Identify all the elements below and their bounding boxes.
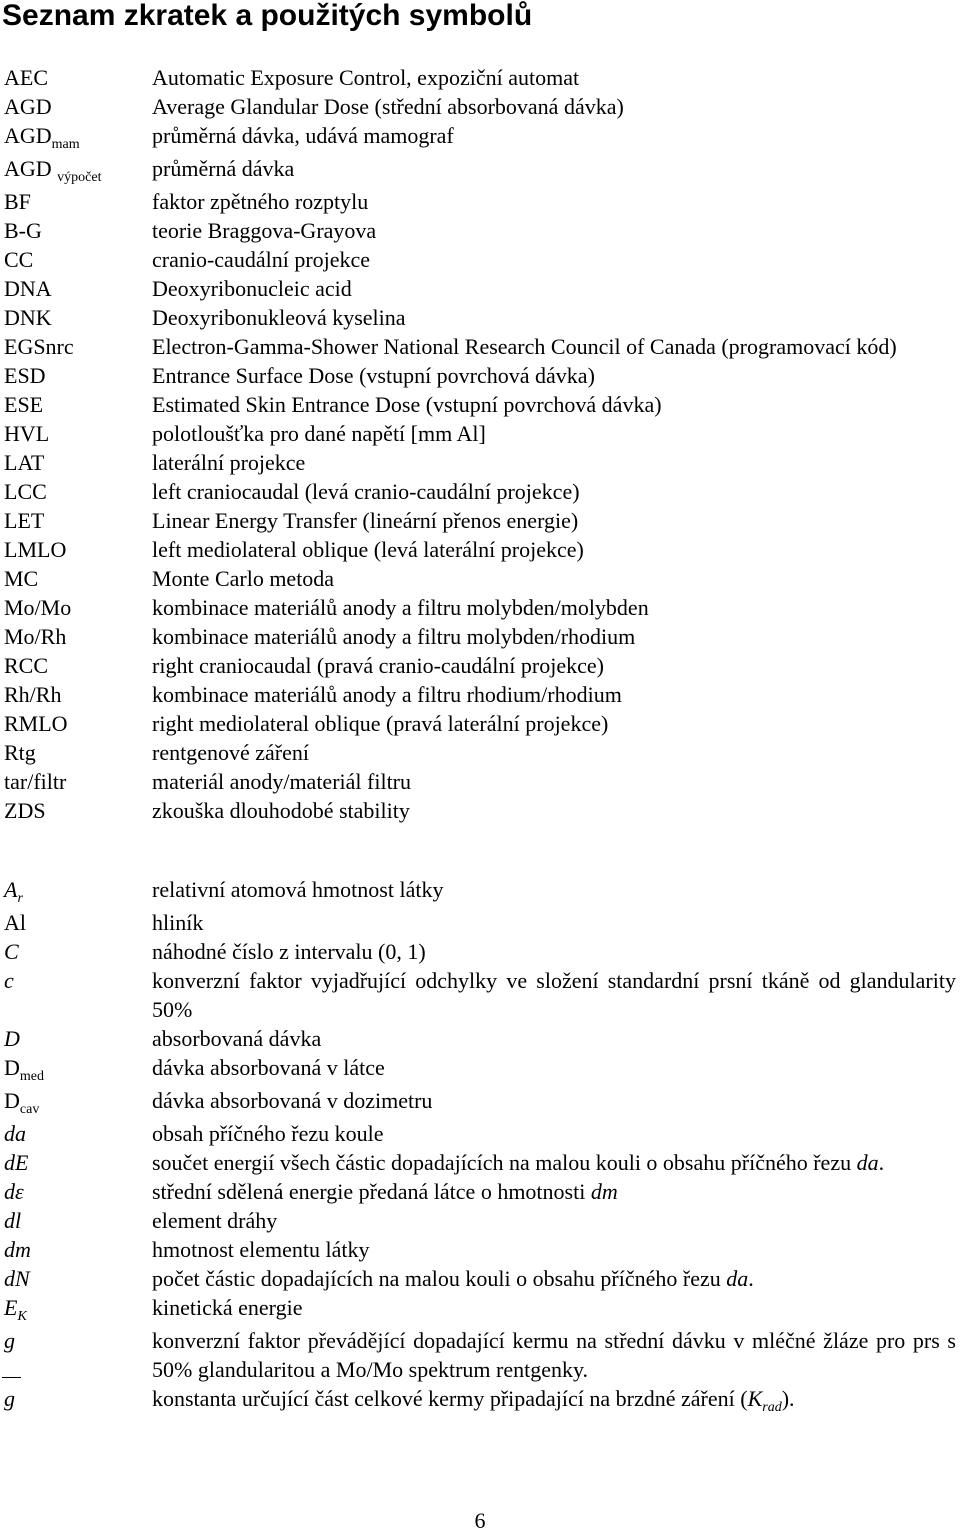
- definition-cell: [152, 622, 956, 651]
- symbol-row: [0, 1086, 960, 1119]
- definition-cell: [152, 564, 956, 593]
- term-cell: [0, 1148, 152, 1177]
- definition-text: Average Glandular Dose (střední absorbovaná dávka): [152, 94, 624, 119]
- definition-cell: [152, 245, 956, 274]
- symbol-row: [0, 908, 960, 937]
- definition-text: počet částic dopadajících na malou kouli o obsahu příčného řezu: [152, 1266, 727, 1291]
- abbreviation-row: [0, 651, 960, 680]
- definition-cell: [152, 1086, 956, 1119]
- term-text: dE: [4, 1150, 29, 1175]
- definition-cell: [152, 419, 956, 448]
- definition-text: kombinace materiálů anody a filtru molybden/rhodium: [152, 624, 636, 649]
- symbol-row: [0, 1053, 960, 1086]
- term-text: HVL: [4, 421, 50, 446]
- abbreviation-row: [0, 564, 960, 593]
- term-text: tar/filtr: [4, 769, 67, 794]
- definition-text: cranio-caudální projekce: [152, 247, 371, 272]
- term-subscript: r: [17, 891, 23, 906]
- term-text: AGD: [4, 94, 52, 119]
- definition-cell: [152, 332, 956, 361]
- definition-text: kombinace materiálů anody a filtru molybden/molybden: [152, 595, 649, 620]
- symbol-row: [0, 1384, 960, 1417]
- term-cell: [0, 245, 152, 274]
- term-cell: [0, 361, 152, 390]
- definition-cell: [152, 1293, 956, 1326]
- definition-cell: [152, 448, 956, 477]
- definition-text: hmotnost elementu látky: [152, 1237, 370, 1262]
- term-cell: [0, 767, 152, 796]
- term-cell: [0, 651, 152, 680]
- definition-text: faktor zpětného rozptylu: [152, 189, 369, 214]
- symbol-row: [0, 1177, 960, 1206]
- term-text: D: [4, 1088, 20, 1113]
- term-text: ESE: [4, 392, 44, 417]
- term-text: Mo/Rh: [4, 624, 67, 649]
- definition-cell: [152, 875, 956, 908]
- term-cell: [0, 477, 152, 506]
- term-text: dε: [4, 1179, 24, 1204]
- definition-text: laterální projekce: [152, 450, 306, 475]
- term-cell: [0, 274, 152, 303]
- abbreviation-row: [0, 709, 960, 738]
- definition-cell: [152, 361, 956, 390]
- definition-text: součet energií všech částic dopadajících na malou kouli o obsahu příčného řezu: [152, 1150, 857, 1175]
- definition-cell: [152, 92, 956, 121]
- term-text: LAT: [4, 450, 45, 475]
- definition-cell: [152, 1177, 956, 1206]
- definition-text: dávka absorbovaná v dozimetru: [152, 1088, 433, 1113]
- term-cell: [0, 1384, 152, 1417]
- abbreviation-row: [0, 767, 960, 796]
- abbreviation-row: [0, 274, 960, 303]
- term-cell: [0, 875, 152, 908]
- term-text: B-G: [4, 218, 42, 243]
- symbol-row: [0, 1235, 960, 1264]
- definition-text: teorie Braggova-Grayova: [152, 218, 377, 243]
- term-cell: [0, 937, 152, 966]
- term-cell: [0, 1206, 152, 1235]
- definition-text: střední sdělená energie předaná látce o hmotnosti: [152, 1179, 591, 1204]
- term-text: AGD: [4, 156, 58, 181]
- definition-text: left mediolateral oblique (levá laterální projekce): [152, 537, 584, 562]
- term-cell: [0, 390, 152, 419]
- abbreviation-row: [0, 535, 960, 564]
- term-text: C: [4, 939, 19, 964]
- term-cell: [0, 1024, 152, 1053]
- symbol-row: [0, 1148, 960, 1177]
- definition-text: Entrance Surface Dose (vstupní povrchová dávka): [152, 363, 595, 388]
- definition-text: right craniocaudal (pravá cranio-caudální projekce): [152, 653, 604, 678]
- definition-tail: .: [878, 1150, 885, 1175]
- term-subscript: mam: [51, 137, 80, 152]
- definition-text: kinetická energie: [152, 1295, 303, 1320]
- definition-symbol: da: [726, 1266, 749, 1291]
- term-subscript: K: [17, 1309, 27, 1324]
- term-text: AGD: [4, 123, 52, 148]
- symbol-row: [0, 1293, 960, 1326]
- abbreviation-row: [0, 361, 960, 390]
- definition-cell: [152, 651, 956, 680]
- definition-tail: .: [748, 1266, 754, 1291]
- term-text: dm: [4, 1237, 31, 1262]
- abbreviation-row: [0, 245, 960, 274]
- definition-tail: ).: [781, 1386, 795, 1411]
- term-cell: [0, 1293, 152, 1326]
- abbreviation-row: [0, 680, 960, 709]
- term-cell: [0, 966, 152, 1024]
- term-subscript: výpočet: [57, 170, 102, 185]
- abbreviation-row: [0, 187, 960, 216]
- definition-symbol: K: [747, 1386, 763, 1411]
- definition-cell: [152, 593, 956, 622]
- definition-text: right mediolateral oblique (pravá laterální projekce): [152, 711, 609, 736]
- term-text: MC: [4, 566, 39, 591]
- definition-symbol: dm: [590, 1179, 618, 1204]
- term-cell: [0, 709, 152, 738]
- definition-text: element dráhy: [152, 1208, 278, 1233]
- definition-symbol: da: [856, 1150, 879, 1175]
- abbreviation-row: [0, 448, 960, 477]
- term-cell: [0, 1119, 152, 1148]
- term-text: dN: [4, 1266, 30, 1291]
- term-text: DNK: [4, 305, 52, 330]
- term-cell: [0, 448, 152, 477]
- symbol-row: [0, 966, 960, 1024]
- definition-cell: [152, 1384, 956, 1417]
- abbreviation-row: [0, 121, 960, 154]
- term-text: c: [4, 968, 14, 993]
- abbreviation-row: [0, 154, 960, 187]
- definition-text: konverzní faktor vyjadřující odchylky ve složení standardní prsní tkáně od glandularity 50%: [152, 968, 956, 1022]
- definition-text: Estimated Skin Entrance Dose (vstupní povrchová dávka): [152, 392, 662, 417]
- symbol-row: [0, 1024, 960, 1053]
- term-text: ESD: [4, 363, 46, 388]
- definition-text: kombinace materiálů anody a filtru rhodium/rhodium: [152, 682, 622, 707]
- definition-text: průměrná dávka: [152, 156, 295, 181]
- abbreviation-row: [0, 390, 960, 419]
- term-cell: [0, 796, 152, 825]
- term-text: EGSnrc: [4, 334, 74, 359]
- definition-cell: [152, 1264, 956, 1293]
- term-text: g: [4, 1328, 15, 1353]
- symbol-row: [0, 1326, 960, 1384]
- definition-cell: [152, 908, 956, 937]
- term-text: DNA: [4, 276, 52, 301]
- definition-cell: [152, 1053, 956, 1086]
- definition-cell: [152, 216, 956, 245]
- term-cell: [0, 1177, 152, 1206]
- abbreviation-row: [0, 63, 960, 92]
- definition-cell: [152, 767, 956, 796]
- term-text: RMLO: [4, 711, 68, 736]
- term-text: Rh/Rh: [4, 682, 62, 707]
- definition-text: zkouška dlouhodobé stability: [152, 798, 410, 823]
- definition-cell: [152, 1024, 956, 1053]
- term-cell: [0, 506, 152, 535]
- definition-text: absorbovaná dávka: [152, 1026, 322, 1051]
- abbreviation-row: [0, 332, 960, 361]
- term-text: ZDS: [4, 798, 46, 823]
- definition-cell: [152, 535, 956, 564]
- term-cell: [0, 303, 152, 332]
- definition-cell: [152, 121, 956, 154]
- definition-cell: [152, 63, 956, 92]
- term-cell: [0, 216, 152, 245]
- definition-cell: [152, 937, 956, 966]
- term-cell: [0, 154, 152, 187]
- definition-text: relativní atomová hmotnost látky: [152, 877, 444, 902]
- term-text: A: [4, 877, 18, 902]
- term-cell: [0, 738, 152, 767]
- definition-cell: [152, 154, 956, 187]
- definition-cell: [152, 1326, 956, 1384]
- symbol-list: [0, 875, 960, 1417]
- term-cell: [0, 187, 152, 216]
- definition-text: náhodné číslo z intervalu (0, 1): [152, 939, 426, 964]
- term-text: RCC: [4, 653, 49, 678]
- abbreviation-row: [0, 796, 960, 825]
- definition-cell: [152, 796, 956, 825]
- term-subscript: med: [19, 1069, 44, 1084]
- definition-cell: [152, 477, 956, 506]
- definition-text: Monte Carlo metoda: [152, 566, 335, 591]
- term-text: E: [4, 1295, 18, 1320]
- term-cell: [0, 564, 152, 593]
- term-cell: [0, 1264, 152, 1293]
- abbreviation-list: [0, 63, 960, 825]
- definition-text: Linear Energy Transfer (lineární přenos energie): [152, 508, 579, 533]
- page-title: Seznam zkratek a použitých symbolů: [2, 0, 533, 32]
- term-cell: [0, 419, 152, 448]
- term-text: da: [4, 1121, 26, 1146]
- term-cell: [0, 1053, 152, 1086]
- term-text: Rtg: [4, 740, 36, 765]
- term-cell: [0, 535, 152, 564]
- definition-cell: [152, 303, 956, 332]
- term-text: D: [4, 1055, 20, 1080]
- definition-text: left craniocaudal (levá cranio-caudální projekce): [152, 479, 580, 504]
- definition-cell: [152, 738, 956, 767]
- definition-text: rentgenové záření: [152, 740, 309, 765]
- term-cell: [0, 593, 152, 622]
- term-cell: [0, 1086, 152, 1119]
- definition-cell: [152, 1148, 956, 1177]
- definition-text: konverzní faktor převádějící dopadající kermu na střední dávku v mléčné žláze pro prs s 50% glandularitou a Mo/Mo spektrum rentgenky.: [152, 1328, 956, 1382]
- definition-text: konstanta určující část celkové kermy připadající na brzdné záření (: [152, 1386, 748, 1411]
- abbreviation-row: [0, 419, 960, 448]
- term-cell: [0, 908, 152, 937]
- term-cell: [0, 332, 152, 361]
- abbreviation-row: [0, 622, 960, 651]
- definition-text: obsah příčného řezu koule: [152, 1121, 384, 1146]
- abbreviation-row: [0, 216, 960, 245]
- definition-text: Deoxyribonucleic acid: [152, 276, 352, 301]
- definition-cell: [152, 274, 956, 303]
- term-cell: [0, 121, 152, 154]
- term-cell: [0, 680, 152, 709]
- definition-cell: [152, 187, 956, 216]
- term-text: LMLO: [4, 537, 67, 562]
- term-text: LCC: [4, 479, 47, 504]
- definition-cell: [152, 1119, 956, 1148]
- symbol-row: [0, 1119, 960, 1148]
- definition-text: průměrná dávka, udává mamograf: [152, 123, 454, 148]
- definition-cell: [152, 1235, 956, 1264]
- abbreviation-row: [0, 593, 960, 622]
- term-text: Al: [4, 910, 26, 935]
- term-cell: [0, 63, 152, 92]
- definition-text: materiál anody/materiál filtru: [152, 769, 412, 794]
- definition-text: Electron-Gamma-Shower National Research Council of Canada (programovací kód): [152, 334, 897, 359]
- term-text: g: [4, 1386, 15, 1411]
- symbol-row: [0, 1264, 960, 1293]
- definition-cell: [152, 709, 956, 738]
- abbreviation-row: [0, 303, 960, 332]
- term-cell: [0, 1326, 152, 1384]
- term-cell: [0, 1235, 152, 1264]
- definition-text: Automatic Exposure Control, expoziční automat: [152, 65, 580, 90]
- definition-text: dávka absorbovaná v látce: [152, 1055, 385, 1080]
- page-number: 6: [474, 1508, 486, 1533]
- term-text: D: [4, 1026, 20, 1051]
- definition-cell: [152, 390, 956, 419]
- term-cell: [0, 622, 152, 651]
- definition-cell: [152, 680, 956, 709]
- definition-cell: [152, 506, 956, 535]
- abbreviation-row: [0, 477, 960, 506]
- term-subscript: cav: [19, 1102, 40, 1117]
- definition-cell: [152, 1206, 956, 1235]
- symbol-row: [0, 875, 960, 908]
- definition-text: Deoxyribonukleová kyselina: [152, 305, 406, 330]
- definition-text: hliník: [152, 910, 204, 935]
- symbol-row: [0, 1206, 960, 1235]
- abbreviation-row: [0, 738, 960, 767]
- term-text: LET: [4, 508, 45, 533]
- term-cell: [0, 92, 152, 121]
- term-text: dl: [4, 1208, 22, 1233]
- symbol-row: [0, 937, 960, 966]
- term-text: AEC: [4, 65, 48, 90]
- abbreviation-row: [0, 506, 960, 535]
- term-text: BF: [4, 189, 31, 214]
- definition-text: polotloušťka pro dané napětí [mm Al]: [152, 421, 486, 446]
- term-text: Mo/Mo: [4, 595, 72, 620]
- definition-cell: [152, 966, 956, 1024]
- term-text: CC: [4, 247, 34, 272]
- definition-subscript: rad: [762, 1400, 782, 1415]
- abbreviation-row: [0, 92, 960, 121]
